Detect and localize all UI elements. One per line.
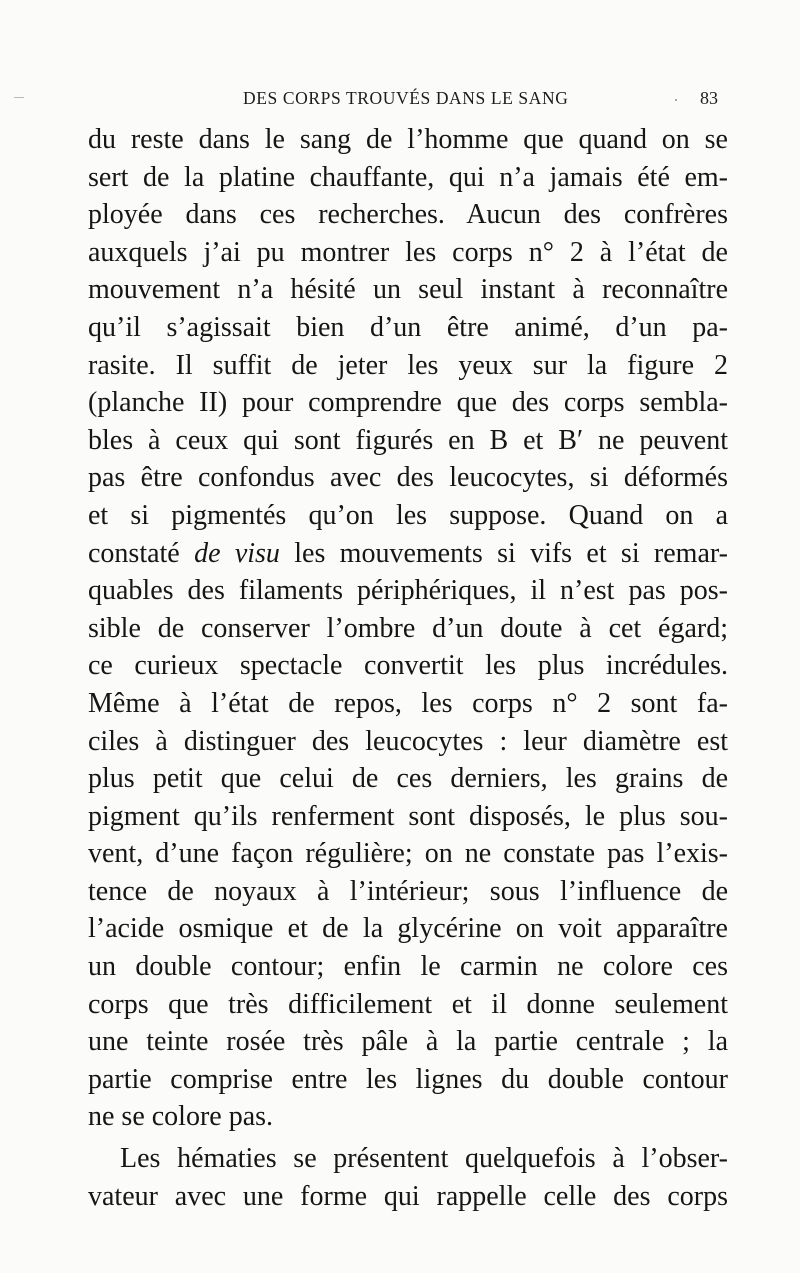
text-line: partie comprise entre les lignes du double contour — [88, 1063, 728, 1095]
text-line: pas être confondus avec des leucocytes, si déformés — [88, 462, 728, 494]
page-number: 83 — [700, 88, 718, 108]
header-dot — [675, 99, 677, 101]
paragraph-2 — [88, 1140, 728, 1215]
text-line: auxquels j’ai pu montrer les corps n° 2 à l’état de — [88, 236, 728, 268]
text-line: ployée dans ces recherches. Aucun des confrères — [88, 199, 728, 231]
text-run: constaté — [88, 537, 195, 569]
text-line: plus petit que celui de ces derniers, les grains de — [88, 763, 728, 795]
italic-phrase: de visu — [194, 537, 280, 569]
text-line: sible de conserver l’ombre d’un doute à cet égard; — [88, 612, 728, 644]
text-line: et si pigmentés qu’on les suppose. Quand on a — [88, 499, 728, 531]
margin-mark — [14, 97, 24, 98]
text-line: pigment qu’ils renferment sont disposés, le plus sou- — [88, 800, 728, 832]
text-line: rasite. Il suffit de jeter les yeux sur la figure 2 — [88, 349, 728, 381]
text-line-indent: Les hématies se présentent quelquefois à l’obser- — [120, 1143, 728, 1175]
text-line: vateur avec une forme qui rappelle celle des corps — [88, 1180, 728, 1212]
paragraph-1 — [88, 121, 728, 1136]
text-line: vent, d’une façon régulière; on ne constate pas l’exis- — [88, 838, 728, 870]
text-line: sert de la platine chauffante, qui n’a jamais été em- — [88, 161, 728, 193]
text-line: ciles à distinguer des leucocytes : leur diamètre est — [88, 725, 728, 757]
text-line: un double contour; enfin le carmin ne colore ces — [88, 951, 728, 983]
text-line: tence de noyaux à l’intérieur; sous l’influence de — [88, 875, 728, 907]
text-line: corps que très difficilement et il donne seulement — [88, 988, 728, 1020]
text-line: bles à ceux qui sont figurés en B et B′ ne peuvent — [88, 424, 728, 456]
text-line: l’acide osmique et de la glycérine on voit apparaître — [88, 913, 728, 945]
text-line: (planche II) pour comprendre que des corps sembla- — [88, 387, 728, 419]
text-line: une teinte rosée très pâle à la partie centrale ; la — [88, 1026, 728, 1058]
text-line: mouvement n’a hésité un seul instant à reconnaître — [88, 274, 728, 306]
text-run: les mouvements si vifs et si remar- — [279, 537, 728, 569]
text-line-last: ne se colore pas. — [88, 1101, 274, 1133]
text-line: du reste dans le sang de l’homme que quand on se — [88, 124, 728, 155]
running-head: DES CORPS TROUVÉS DANS LE SANG — [243, 88, 569, 108]
text-line: Même à l’état de repos, les corps n° 2 sont fa- — [88, 687, 728, 719]
text-line: qu’il s’agissait bien d’un être animé, d’un pa- — [88, 311, 728, 343]
text-line-with-italic — [88, 535, 728, 573]
body-text — [88, 121, 728, 1215]
text-line: quables des filaments périphériques, il n’est pas pos- — [88, 575, 728, 607]
text-line: ce curieux spectacle convertit les plus incrédules. — [88, 650, 728, 682]
